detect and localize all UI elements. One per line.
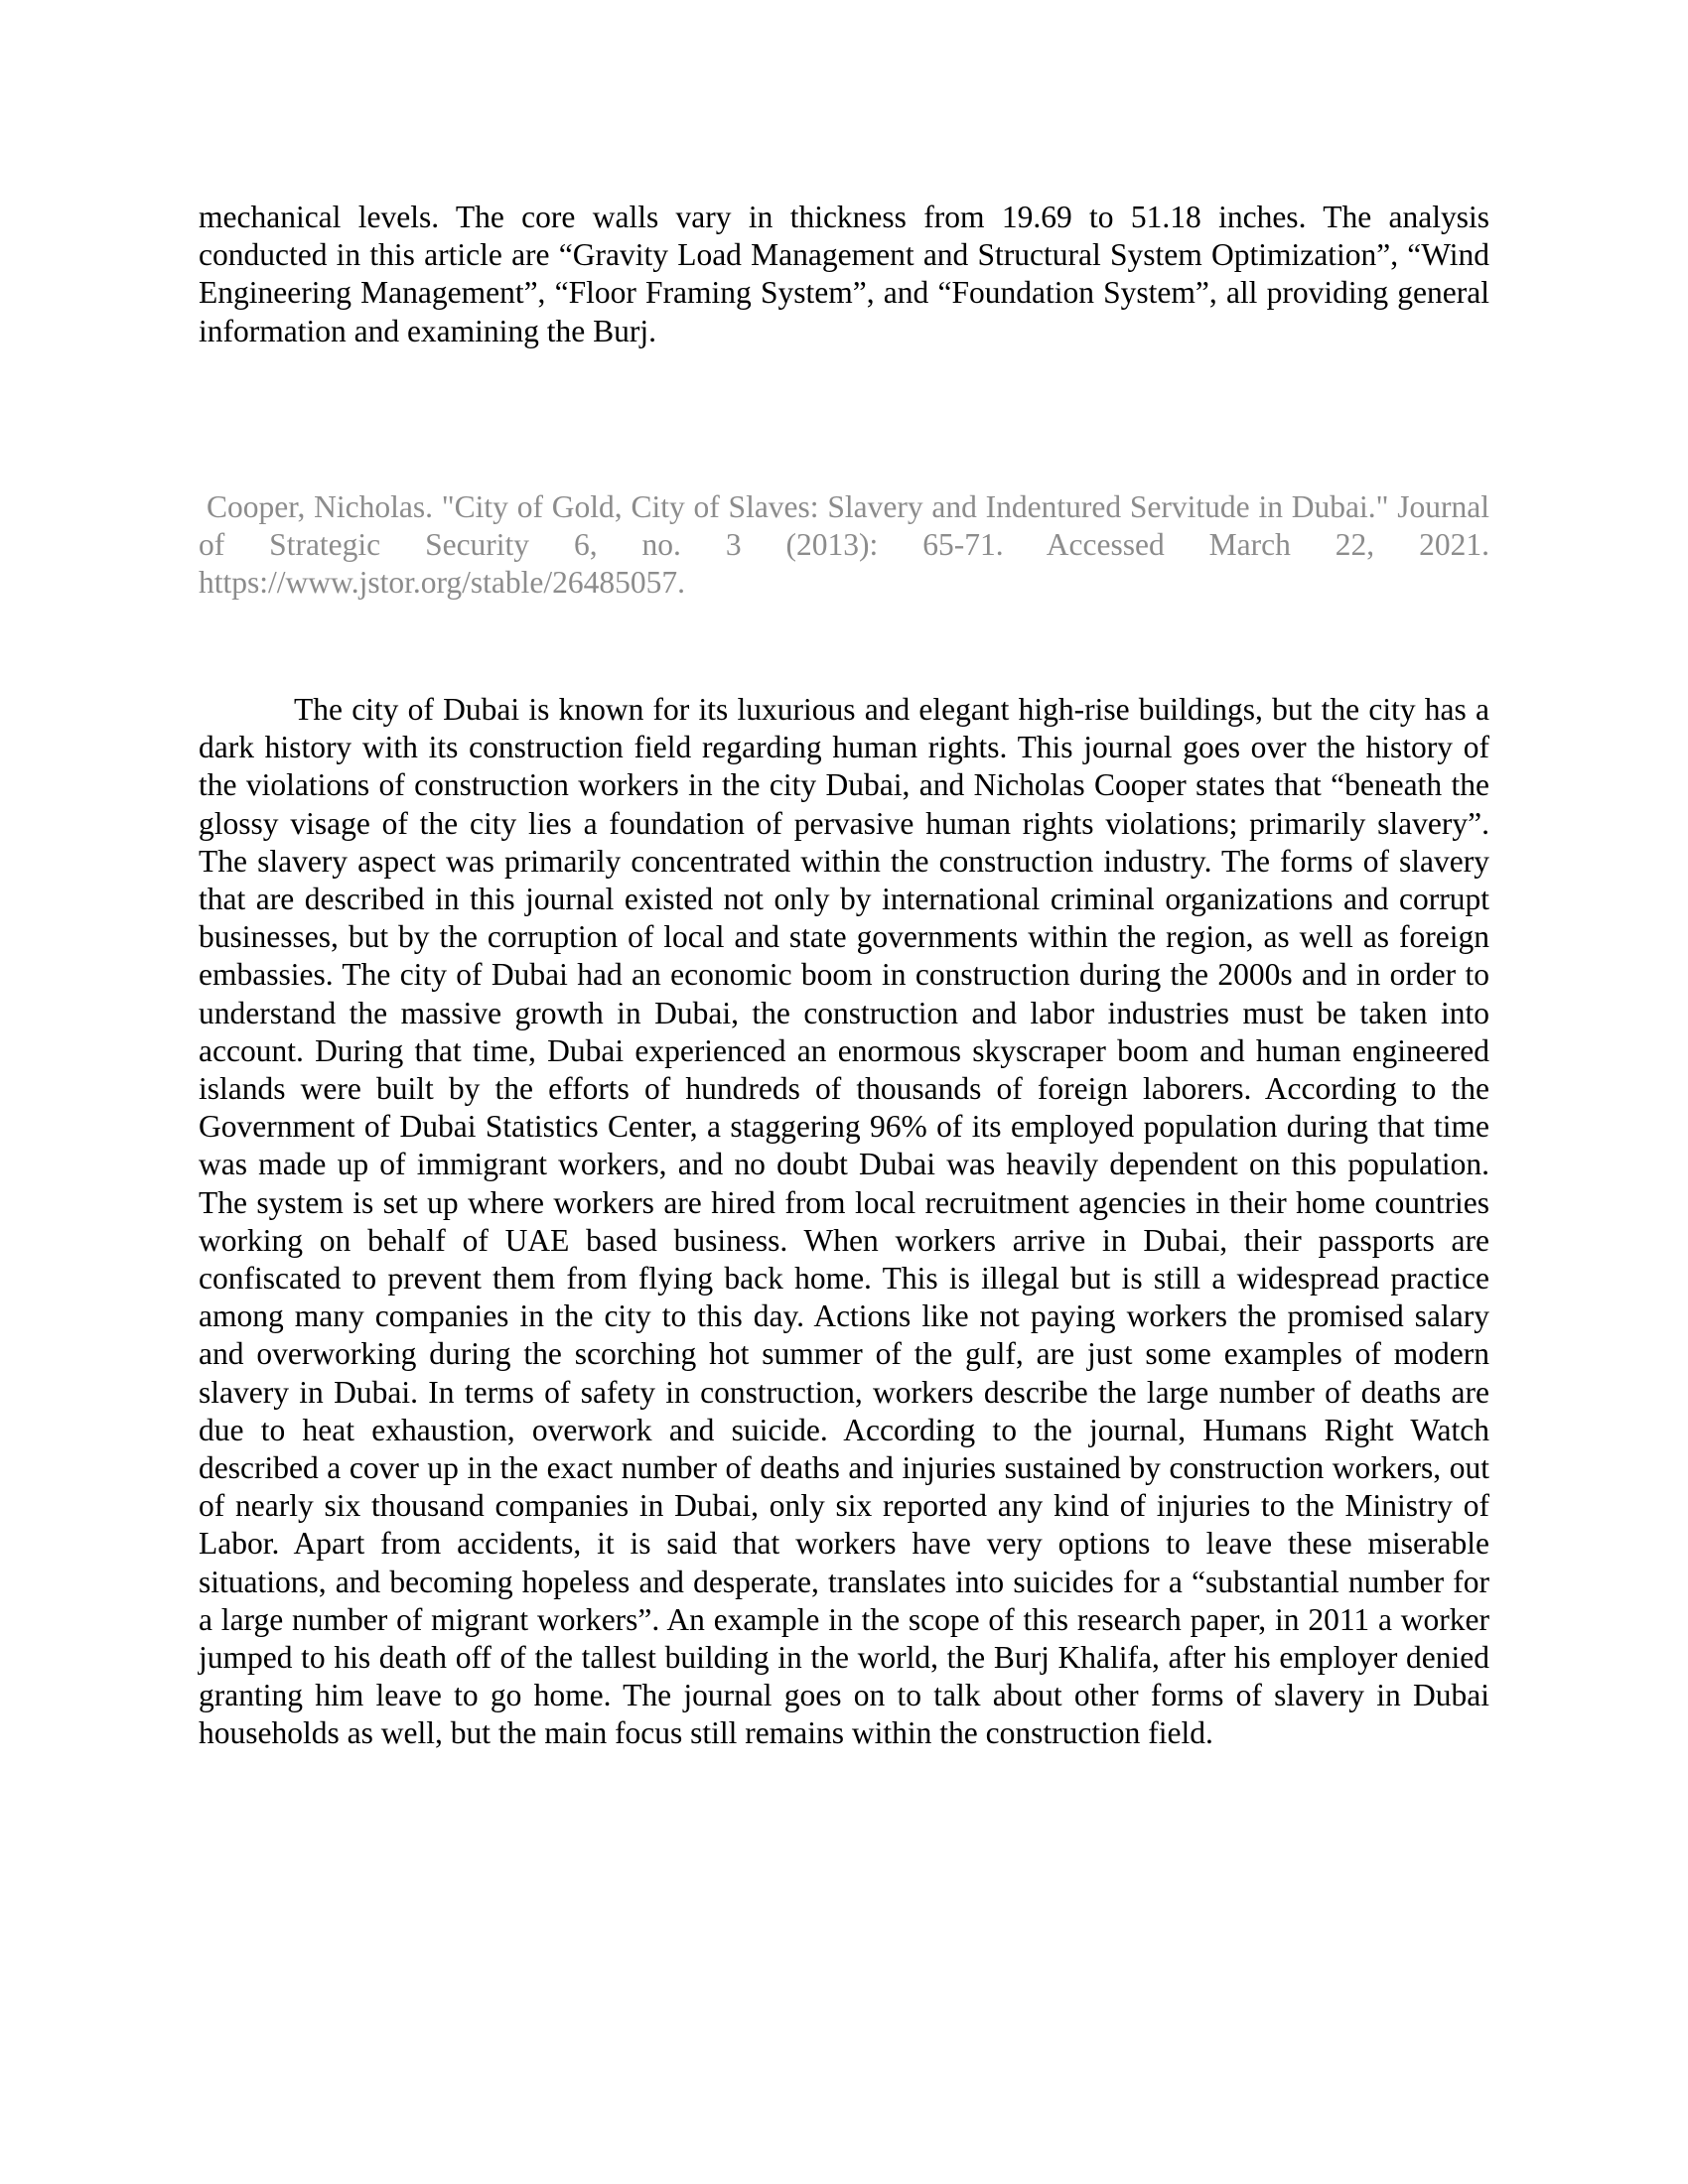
body-paragraph-continued: mechanical levels. The core walls vary in thickness from 19.69 to 51.18 inches. The analysis conducted in this article are “Gravity Load Management and Structural System Optimization”, “Wind Engineering Management”, “Floor Framing System”, and “Foundation System”, all providing general information and examining the Burj. xyxy=(199,200,1489,348)
bibliography-citation: Cooper, Nicholas. "City of Gold, City of Slaves: Slavery and Indentured Servitude in Dubai." Journal of Strategic Security 6, no. 3 (2013): 65-71. Accessed March 22, 2021. https://www.jstor.org/stable/26485057. xyxy=(199,489,1489,601)
annotation-paragraph: The city of Dubai is known for its luxurious and elegant high-rise buildings, but the city has a dark history with its construction field regarding human rights. This journal goes over the history of the violations of construction workers in the city Dubai, and Nicholas Cooper states that “beneath the glossy visage of the city lies a foundation of pervasive human rights violations; primarily slavery”. The slavery aspect was primarily concentrated within the construction industry. The forms of slavery that are described in this journal existed not only by international criminal organizations and corrupt businesses, but by the corruption of local and state governments within the region, as well as foreign embassies. The city of Dubai had an economic boom in construction during the 2000s and in order to understand the massive growth in Dubai, the construction and labor industries must be taken into account. During that time, Dubai experienced an enormous skyscraper boom and human engineered islands were built by the efforts of hundreds of thousands of foreign laborers. According to the Government of Dubai Statistics Center, a staggering 96% of its employed population during that time was made up of immigrant workers, and no doubt Dubai was heavily dependent on this population. The system is set up where workers are hired from local recruitment agencies in their home countries working on behalf of UAE based business. When workers arrive in Dubai, their passports are confiscated to prevent them from flying back home. This is illegal but is still a widespread practice among many companies in the city to this day. Actions like not paying workers the promised salary and overworking during the scorching hot summer of the gulf, are just some examples of modern slavery in Dubai. In terms of safety in construction, workers describe the large number of deaths are due to heat exhaustion, overwork and suicide. According to the journal, Humans Right Watch described a cover up in the exact number of deaths and injuries sustained by construction workers, out of nearly six thousand companies in Dubai, only six reported any kind of injuries to the Ministry of Labor. Apart from accidents, it is said that workers have very options to leave these miserable situations, and becoming hopeless and desperate, translates into suicides for a “substantial number for a large number of migrant workers”. An example in the scope of this research paper, in 2011 a worker jumped to his death off of the tallest building in the world, the Burj Khalifa, after his employer denied granting him leave to go home. The journal goes on to talk about other forms of slavery in Dubai households as well, but the main focus still remains within the construction field. xyxy=(199,692,1489,1751)
